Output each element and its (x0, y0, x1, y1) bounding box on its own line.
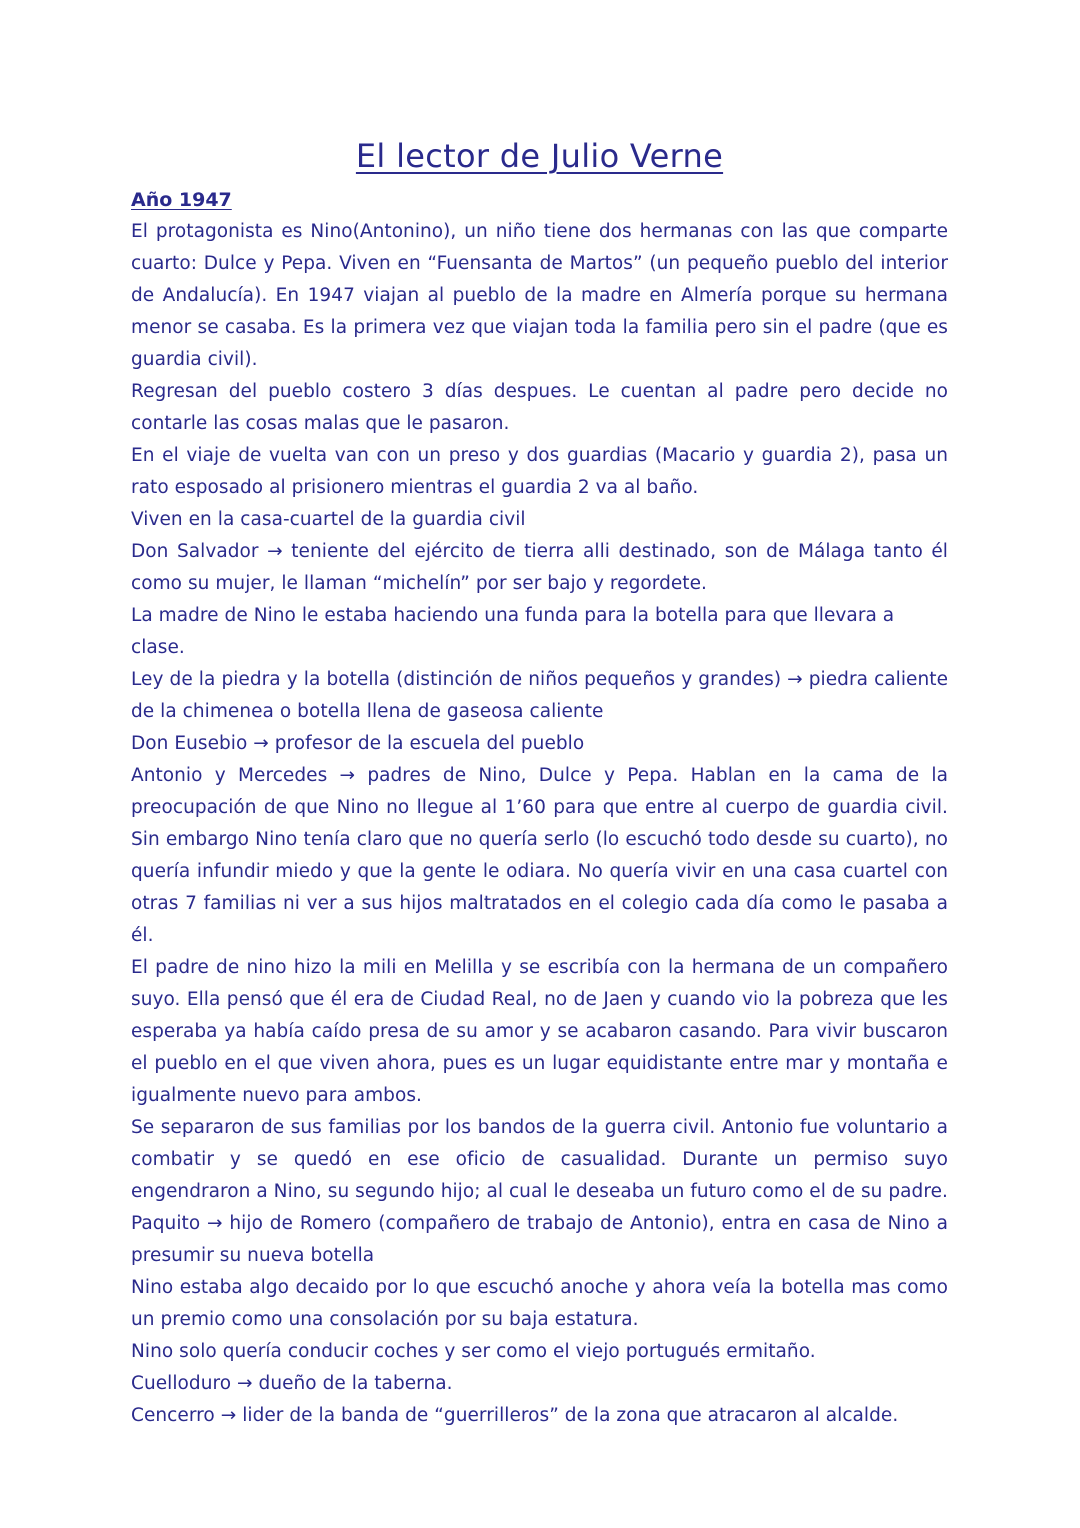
paragraph: Regresan del pueblo costero 3 días despues. Le cuentan al padre pero decide no contarle las cosas malas que le pasaron. (131, 381, 948, 434)
paragraph: Antonio y Mercedes → padres de Nino, Dulce y Pepa. Hablan en la cama de la preocupación de que Nino no llegue al 1’60 para que entre al cuerpo de guardia civil. Sin embargo Nino tenía claro que no quería serlo (lo escuchó todo desde su cuarto), no quería infundir miedo y que la gente le odiara. No quería vivir en una casa cuartel con otras 7 familias ni ver a sus hijos maltratados en el colegio cada día como le pasaba a él. (131, 765, 948, 946)
paragraph: Cencerro → lider de la banda de “guerrilleros” de la zona que atracaron al alcalde. (131, 1405, 899, 1426)
paragraph: Don Salvador → teniente del ejército de tierra alli destinado, son de Málaga tanto él como su mujer, le llaman “michelín” por ser bajo y regordete. (131, 541, 948, 594)
paragraph: Nino estaba algo decaido por lo que escuchó anoche y ahora veía la botella mas como un premio como una consolación por su baja estatura. (131, 1277, 948, 1330)
paragraph: Viven en la casa-cuartel de la guardia civil (131, 509, 526, 530)
paragraph: Ley de la piedra y la botella (distinción de niños pequeños y grandes) → piedra caliente de la chimenea o botella llena de gaseosa caliente (131, 669, 948, 722)
document-title: El lector de Julio Verne (355, 137, 724, 175)
paragraph: En el viaje de vuelta van con un preso y dos guardias (Macario y guardia 2), pasa un rato esposado al prisionero mientras el guardia 2 va al baño. (131, 445, 948, 498)
paragraph: Nino solo quería conducir coches y ser como el viejo portugués ermitaño. (131, 1341, 816, 1362)
paragraph: El padre de nino hizo la mili en Melilla y se escribía con la hermana de un compañero suyo. Ella pensó que él era de Ciudad Real, no de Jaen y cuando vio la pobreza que les esperaba ya había caído presa de su amor y se acabaron casando. Para vivir buscaron el pueblo en el que viven ahora, pues es un lugar equidistante entre mar y montaña e igualmente nuevo para ambos. (131, 957, 948, 1106)
paragraph: Se separaron de sus familias por los bandos de la guerra civil. Antonio fue voluntario a combatir y se quedó en ese oficio de casualidad. Durante un permiso suyo engendraron a Nino, su segundo hijo; al cual le deseaba un futuro como el de su padre. (131, 1117, 948, 1202)
paragraph: Don Eusebio → profesor de la escuela del pueblo (131, 733, 585, 754)
paragraph: Cuelloduro → dueño de la taberna. (131, 1373, 453, 1394)
paragraph: Paquito → hijo de Romero (compañero de trabajo de Antonio), entra en casa de Nino a presumir su nueva botella (131, 1213, 948, 1266)
paragraph: La madre de Nino le estaba haciendo una funda para la botella para que llevara a clase. (131, 605, 895, 658)
paragraph: El protagonista es Nino(Antonino), un niño tiene dos hermanas con las que comparte cuarto: Dulce y Pepa. Viven en “Fuensanta de Martos” (un pequeño pueblo del interior de Andalucía). En 1947 viajan al pueblo de la madre en Almería porque su hermana menor se casaba. Es la primera vez que viajan toda la familia pero sin el padre (que es guardia civil). (131, 221, 948, 370)
section-heading: Año 1947 (131, 189, 232, 211)
document-content (131, 132, 948, 1432)
